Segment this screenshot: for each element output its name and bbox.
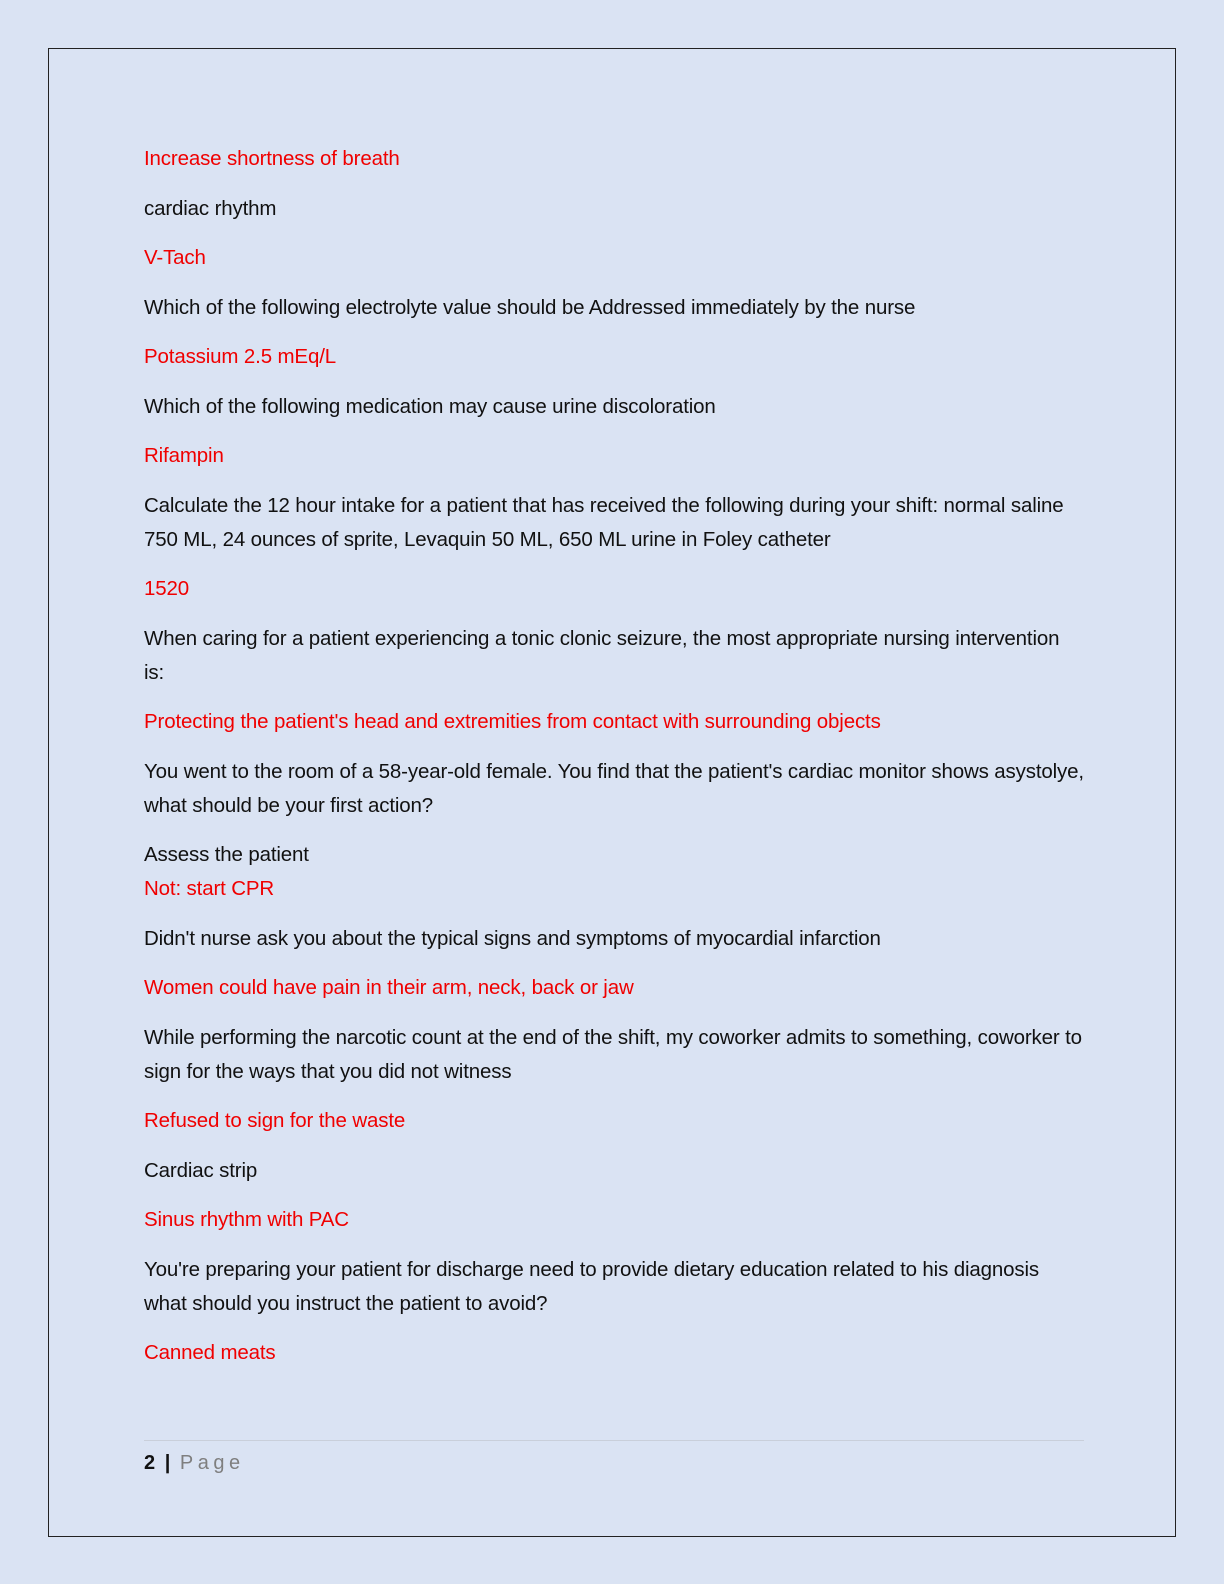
question-text: Calculate the 12 hour intake for a patient that has received the following during your shift: normal saline 750 ML, 24 ounces of sprite, Levaquin 50 ML, 650 ML urine in Foley catheter xyxy=(144,493,1064,551)
footer-separator: | xyxy=(164,1452,171,1474)
answer-text: Rifampin xyxy=(144,444,224,467)
question-text: Cardiac strip xyxy=(144,1158,258,1182)
question-text: cardiac rhythm xyxy=(144,196,277,220)
question-text: While performing the narcotic count at the end of the shift, my coworker admits to something, coworker to sign for the ways that you did not witness xyxy=(144,1025,1082,1083)
page-number: 2 xyxy=(144,1452,156,1474)
answer-text: V-Tach xyxy=(144,246,206,269)
question-text: When caring for a patient experiencing a tonic clonic seizure, the most appropriate nursing intervention is: xyxy=(144,626,1060,684)
question-text: Which of the following medication may cause urine discoloration xyxy=(144,394,716,418)
answer-text: Protecting the patient's head and extremities from contact with surrounding objects xyxy=(144,710,881,733)
answer-text: Not: start CPR xyxy=(144,877,275,900)
answer-text: 1520 xyxy=(144,577,190,600)
answer-text: Sinus rhythm with PAC xyxy=(144,1208,349,1231)
answer-text: Potassium 2.5 mEq/L xyxy=(144,345,336,368)
question-text: Which of the following electrolyte value should be Addressed immediately by the nurse xyxy=(144,295,916,319)
document-body xyxy=(144,142,1084,1386)
question-text: Assess the patient xyxy=(144,843,309,866)
answer-text: Canned meats xyxy=(144,1341,276,1364)
question-text: Didn't nurse ask you about the typical signs and symptoms of myocardial infarction xyxy=(144,926,881,950)
answer-text: Women could have pain in their arm, neck, back or jaw xyxy=(144,976,634,999)
page-footer xyxy=(144,1450,1084,1476)
question-text: You went to the room of a 58-year-old female. You find that the patient's cardiac monitor shows asystolye, what should be your first action? xyxy=(144,759,1084,817)
page-number-line xyxy=(144,1450,1084,1476)
answer-text: Increase shortness of breath xyxy=(144,147,400,170)
page-label: Page xyxy=(179,1452,245,1474)
answer-text: Refused to sign for the waste xyxy=(144,1109,406,1132)
question-text: You're preparing your patient for discharge need to provide dietary education related to his diagnosis what should you instruct the patient to avoid? xyxy=(144,1257,1039,1315)
footer-divider xyxy=(144,1440,1084,1441)
